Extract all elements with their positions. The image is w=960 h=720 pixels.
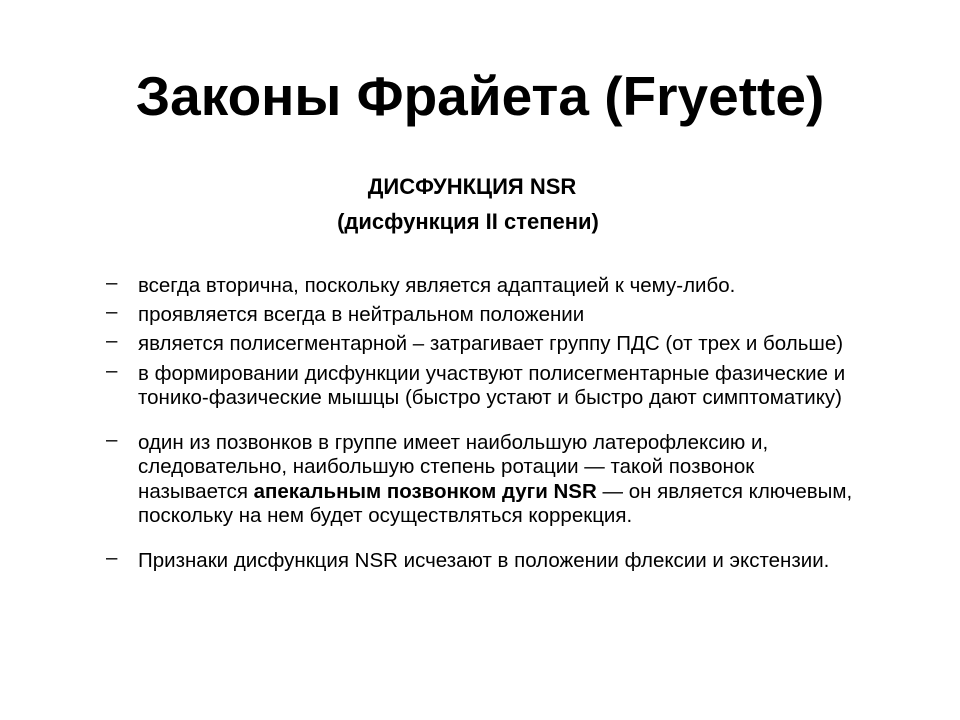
bullet-dash: – bbox=[106, 427, 118, 451]
bullet-text: в формировании дисфункции участвуют полисегментарные фазические и тонико-фазические мышцы (быстро устают и быстро дают симптоматику) bbox=[138, 361, 846, 409]
bullet-item bbox=[103, 545, 863, 574]
bullet-text: Признаки дисфункция NSR исчезают в положении флексии и экстензии. bbox=[138, 548, 830, 572]
bullet-item bbox=[103, 271, 863, 299]
bullet-item bbox=[103, 427, 863, 529]
bullet-text-bold: апекальным позвонком дуги NSR bbox=[253, 479, 597, 503]
bullet-item bbox=[103, 358, 863, 411]
bullet-text: является полисегментарной – затрагивает группу ПДС (от трех и больше) bbox=[138, 332, 844, 355]
bullet-text-before: один из позвонков в группе имеет наибольшую латерофлексию и, следовательно, наибольшую степень ротации — такой позвонок называется bbox=[138, 430, 769, 503]
subtitle-dysfunction-degree: (дисфункция II степени) bbox=[337, 209, 599, 234]
slide-title: Законы Фрайета (Fryette) bbox=[135, 65, 825, 127]
bullet-dash: – bbox=[106, 358, 118, 382]
bullet-dash: – bbox=[106, 545, 118, 569]
bullet-text-after: — он является ключевым, поскольку на нем будет осуществляться коррекция. bbox=[138, 479, 853, 527]
bullet-list bbox=[103, 271, 863, 573]
bullet-dash: – bbox=[106, 299, 118, 323]
bullet-item bbox=[103, 329, 863, 357]
bullet-dash: – bbox=[106, 271, 118, 294]
bullet-dash: – bbox=[106, 329, 118, 352]
bullet-item bbox=[103, 299, 863, 328]
bullet-text bbox=[138, 431, 852, 528]
bullet-text: всегда вторична, поскольку является адаптацией к чему-либо. bbox=[138, 274, 736, 297]
subtitle-dysfunction-nsr: ДИСФУНКЦИЯ NSR bbox=[367, 174, 577, 199]
bullet-text: проявляется всегда в нейтральном положении bbox=[138, 302, 585, 326]
